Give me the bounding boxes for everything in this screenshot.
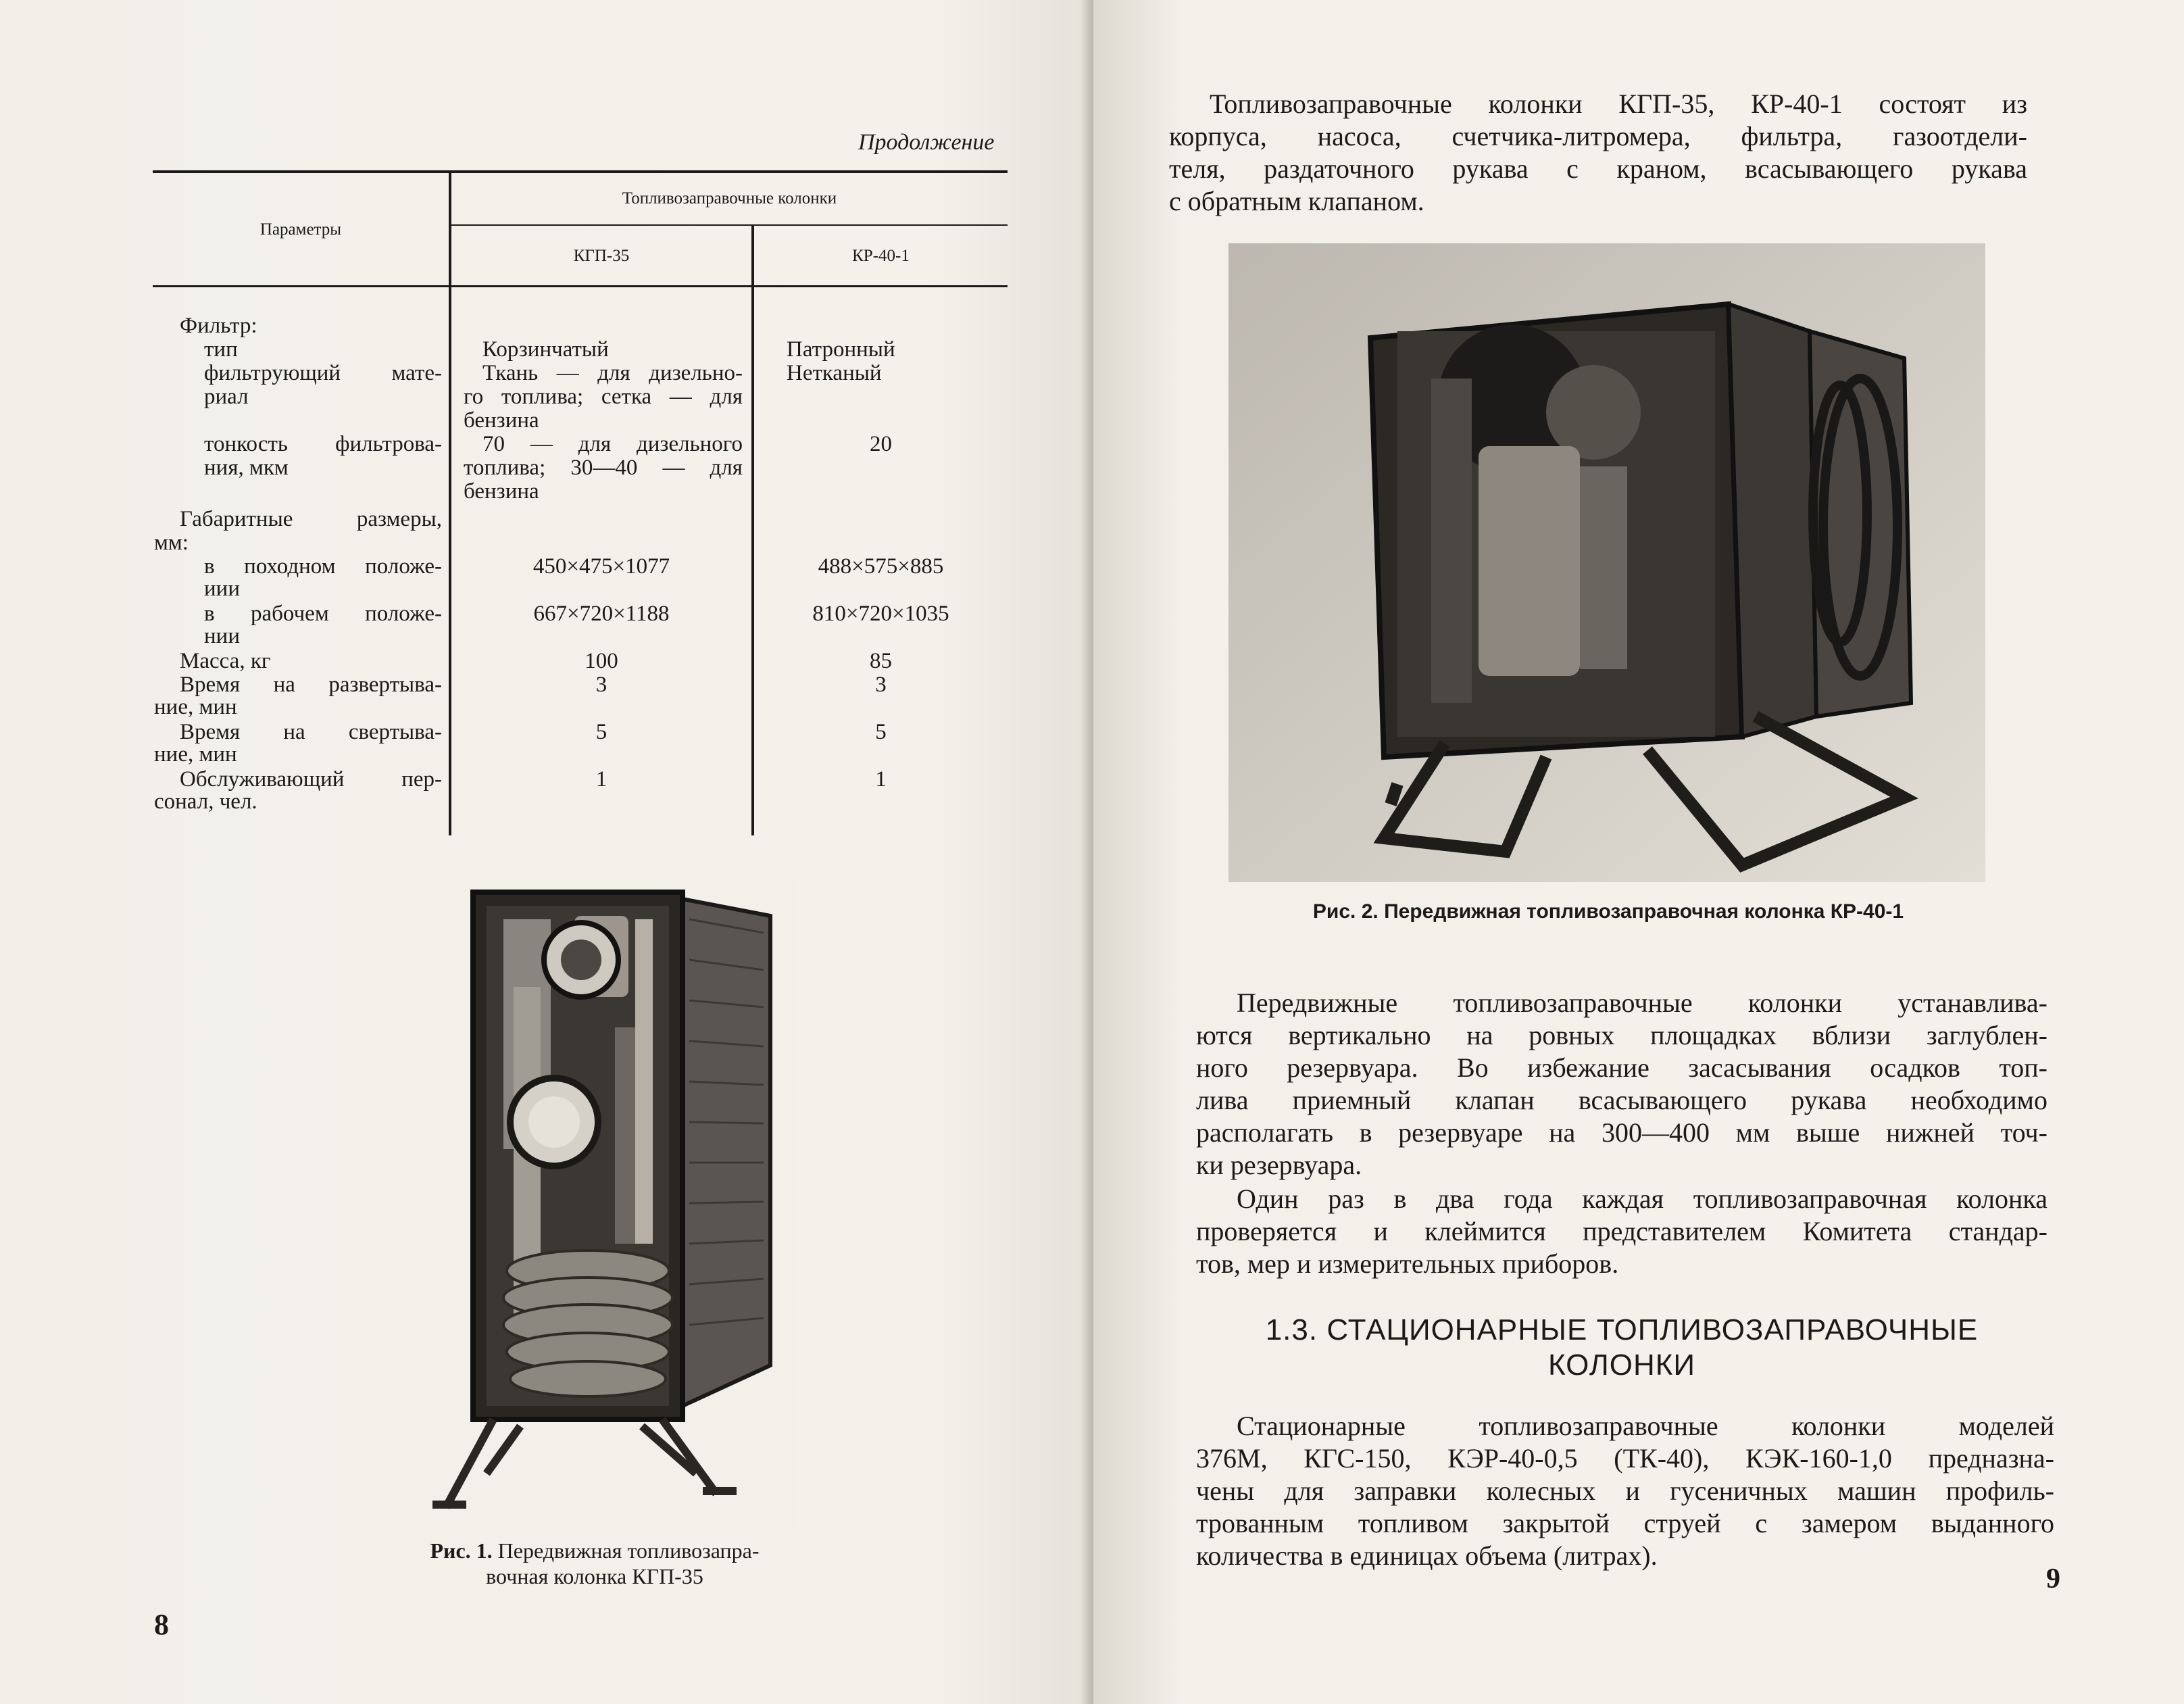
kgp-dims-transport: 450×475×1077 <box>532 554 670 579</box>
kr-filter-fineness: 20 <box>870 432 892 456</box>
param-deploy-time: Время на развертыва- <box>180 673 442 697</box>
figure1-caption-line2: вочная колонка КГП-35 <box>486 1564 703 1588</box>
section-heading-line-1: 1.3. СТАЦИОНАРНЫЕ ТОПЛИВОЗАПРАВОЧНЫЕ <box>1265 1313 1979 1346</box>
param-filter-fineness: тонкость фильтрова- <box>204 432 442 456</box>
para3-line-3: тов, мер и измерительных приборов. <box>1196 1248 1619 1279</box>
param-fold-time-cont: ние, мин <box>154 742 237 766</box>
param-fold-time: Время на свертыва- <box>180 720 442 744</box>
kgp-filter-fineness-3: бензина <box>464 479 539 504</box>
header-col-kr401: КР-40-1 <box>852 247 910 265</box>
paragraph-stationary <box>1196 1410 2054 1572</box>
kr-staff: 1 <box>875 767 887 792</box>
figure1-caption <box>365 1538 824 1589</box>
kgp-filter-type: Корзинчатый <box>482 337 609 362</box>
figure2-caption-text: Передвижная топливозаправочная колонка КР-40-1 <box>1384 900 1904 923</box>
param-transport-position-cont: иии <box>204 577 240 601</box>
para2-line-1: Передвижные топливозаправочные колонки устанавлива- <box>1237 988 2048 1018</box>
para4-line-4: трованным топливом закрытой струей с замером выданного <box>1196 1508 2054 1538</box>
kr-dims-working: 810×720×1035 <box>812 602 949 626</box>
param-filter-fineness-cont: ния, мкм <box>204 456 289 480</box>
intro-line-4: с обратным клапаном. <box>1169 186 1424 216</box>
kgp-filter-material-2: го топлива; сетка — для <box>464 385 743 409</box>
header-group: Топливозаправочные колонки <box>622 189 837 208</box>
intro-line-3: теля, раздаточного рукава с краном, всасывающего рукава <box>1169 153 2027 184</box>
param-mass: Масса, кг <box>180 649 271 673</box>
intro-line-1: Топливозаправочные колонки КГП-35, КР-40-1 состоят из <box>1210 89 2027 119</box>
table-group-rule <box>450 224 1008 226</box>
para4-line-2: 376М, КГС-150, КЭР-40-0,5 (ТК-40), КЭК-160-1,0 предназна- <box>1196 1443 2054 1474</box>
kr-fold-time: 5 <box>875 720 887 744</box>
figure2-caption <box>1243 899 1973 925</box>
param-filter-type: тип <box>204 337 238 362</box>
intro-line-2: корпуса, насоса, счетчика-литромера, фильтра, газоотдели- <box>1169 121 2027 151</box>
figure1-photo <box>419 879 797 1528</box>
param-dimensions: Габаритные размеры, <box>180 507 442 531</box>
param-filter-material-cont: риал <box>204 385 249 409</box>
table-header-rule <box>153 285 1008 287</box>
figure2-label: Рис. 2. <box>1312 900 1379 923</box>
kgp-filter-fineness-2: топлива; 30—40 — для <box>464 456 743 480</box>
intro-paragraph <box>1169 88 2027 218</box>
continued-label: Продолжение <box>858 130 995 155</box>
param-staff-cont: сонал, чел. <box>154 789 257 814</box>
paragraph-verification <box>1196 1183 2048 1280</box>
param-working-position-cont: нии <box>204 624 240 648</box>
kgp-filter-fineness: 70 — для дизельного <box>482 432 743 456</box>
kr-dims-transport: 488×575×885 <box>818 554 944 579</box>
para2-line-2: ются вертикально на ровных площадках вблизи заглублен- <box>1196 1020 2048 1050</box>
kr-filter-type: Патронный <box>787 337 895 362</box>
para2-line-3: ного резервуара. Во избежание засасывания осадков топ- <box>1196 1052 2048 1083</box>
kr-filter-material: Нетканый <box>787 361 882 385</box>
para4-line-1: Стационарные топливозаправочные колонки моделей <box>1237 1411 2054 1441</box>
kgp-deploy-time: 3 <box>595 673 607 697</box>
param-working-position: в рабочем положе- <box>204 602 442 626</box>
kr-mass: 85 <box>870 649 892 673</box>
para2-line-5: располагать в резервуаре на 300—400 мм выше нижней точ- <box>1196 1117 2048 1148</box>
para3-line-2: проверяется и клеймится представителем Комитета стандар- <box>1196 1216 2048 1246</box>
para4-line-3: чены для заправки колесных и гусеничных машин профиль- <box>1196 1476 2054 1506</box>
param-staff: Обслуживающий пер- <box>180 767 442 792</box>
kgp-filter-material: Ткань — для дизельно- <box>482 361 743 385</box>
right-page-number: 9 <box>2046 1563 2060 1595</box>
kgp-dims-working: 667×720×1188 <box>533 602 670 626</box>
header-col-kgp35: КГП-35 <box>573 247 630 265</box>
param-transport-position: в походном положе- <box>204 554 442 579</box>
figure1-caption-line1: Передвижная топливозапра- <box>497 1538 760 1563</box>
kgp-filter-material-3: бензина <box>464 408 539 433</box>
kgp-staff: 1 <box>595 767 607 792</box>
left-page-number: 8 <box>154 1608 169 1641</box>
header-parameters: Параметры <box>259 220 342 239</box>
param-dimensions-cont: мм: <box>154 531 189 555</box>
section-heading <box>1196 1313 2048 1383</box>
param-filter: Фильтр: <box>180 314 257 338</box>
specs-table <box>153 169 1008 835</box>
param-filter-material: фильтрующий мате- <box>204 361 442 385</box>
figure1-label: Рис. 1. <box>430 1538 493 1563</box>
table-top-rule <box>153 170 1008 173</box>
param-deploy-time-cont: ние, мин <box>154 695 237 719</box>
paragraph-installation <box>1196 987 2048 1182</box>
para4-line-5: количества в единицах объема (литрах). <box>1196 1540 1658 1571</box>
kgp-mass: 100 <box>585 649 618 673</box>
para2-line-6: ки резервуара. <box>1196 1150 1362 1180</box>
para2-line-4: лива приемный клапан всасывающего рукава необходимо <box>1196 1085 2048 1115</box>
kgp-fold-time: 5 <box>595 720 607 744</box>
kr-deploy-time: 3 <box>875 673 887 697</box>
section-heading-line-2: КОЛОНКИ <box>1548 1348 1695 1382</box>
figure2-photo <box>1228 243 1985 882</box>
para3-line-1: Один раз в два года каждая топливозаправочная колонка <box>1237 1184 2048 1214</box>
